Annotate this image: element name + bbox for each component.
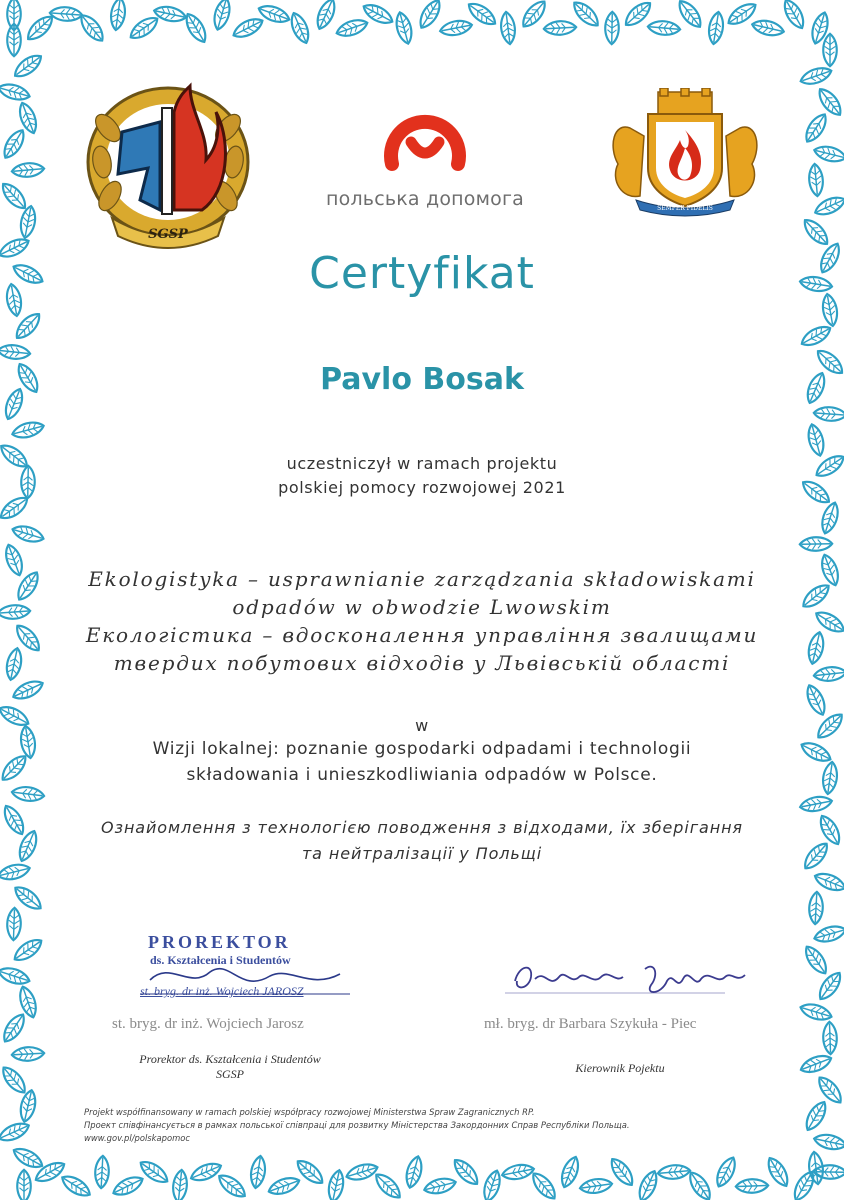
signature-right bbox=[505, 955, 765, 1005]
certificate-title: Certyfikat bbox=[309, 248, 535, 299]
project-title bbox=[40, 565, 804, 677]
footer-line: Projekt współfinansowany w ramach polskiej współpracy rozwojowej Ministerstwa Spraw Zagranicznych RP. bbox=[84, 1107, 535, 1117]
project-title-line: Екологістика – вдосконалення управління звалищами bbox=[85, 623, 759, 647]
visit-line: składowania i unieszkodliwiania odpadów w Polsce. bbox=[186, 765, 658, 785]
lviv-coat-of-arms bbox=[600, 88, 770, 218]
visit-ua-line: та нейтралізації у Польщі bbox=[301, 844, 543, 863]
project-title-line: твердих побутових відходів у Львівській області bbox=[113, 651, 731, 675]
sgsp-logo bbox=[82, 82, 254, 250]
sgsp-logo-text: SGSP bbox=[148, 227, 188, 242]
stamp-subtitle: ds. Kształcenia i Studentów bbox=[150, 953, 291, 967]
signatory-left-role-line: SGSP bbox=[216, 1067, 244, 1081]
intro-line: polskiej pomocy rozwojowej 2021 bbox=[278, 478, 566, 497]
polska-pomoc-logo bbox=[300, 92, 550, 222]
visit-line: Wizji lokalnej: poznanie gospodarki odpadami i technologii bbox=[152, 739, 692, 759]
visit-ua-line: Ознайомлення з технологією поводження з відходами, їх зберігання bbox=[101, 818, 743, 837]
polska-pomoc-mark-icon bbox=[300, 92, 550, 188]
recipient-name: Pavlo Bosak bbox=[320, 362, 524, 397]
project-title-line: Ekologistyka – usprawnianie zarządzania składowiskami bbox=[88, 567, 756, 591]
visit-text bbox=[60, 736, 784, 788]
project-title-line: odpadów w obwodzie Lwowskim bbox=[232, 595, 612, 619]
lviv-motto: SEMPER FIDELIS bbox=[657, 205, 713, 212]
signatory-left-role-line: Prorektor ds. Kształcenia i Studentów bbox=[139, 1052, 321, 1066]
footer-line: Проект співфінансується в рамках польської співпраці для розвитку Міністерства Закордонних Справ Республіки Польща. bbox=[84, 1120, 630, 1130]
visit-text-ua bbox=[60, 815, 784, 867]
signatory-left-name: st. bryg. dr inż. Wojciech Jarosz bbox=[112, 1016, 304, 1032]
stamp-title: PROREKTOR bbox=[148, 932, 291, 952]
footer-line: www.gov.pl/polskapomoc bbox=[84, 1133, 190, 1143]
intro-text bbox=[60, 452, 784, 500]
signatory-right-name: mł. bryg. dr Barbara Szykuła - Piec bbox=[484, 1016, 697, 1032]
signature-left bbox=[130, 950, 360, 1010]
footer-note bbox=[84, 1106, 774, 1145]
stamp-name: st. bryg. dr inż. Wojciech JAROSZ bbox=[140, 984, 304, 998]
polska-pomoc-text: польська допомога bbox=[326, 188, 524, 210]
signatory-right-role: Kierownik Pojektu bbox=[575, 1061, 665, 1075]
signatory-left-role bbox=[100, 1052, 360, 1082]
intro-line: uczestniczył w ramach projektu bbox=[286, 454, 558, 473]
connector-word: w bbox=[415, 716, 429, 735]
